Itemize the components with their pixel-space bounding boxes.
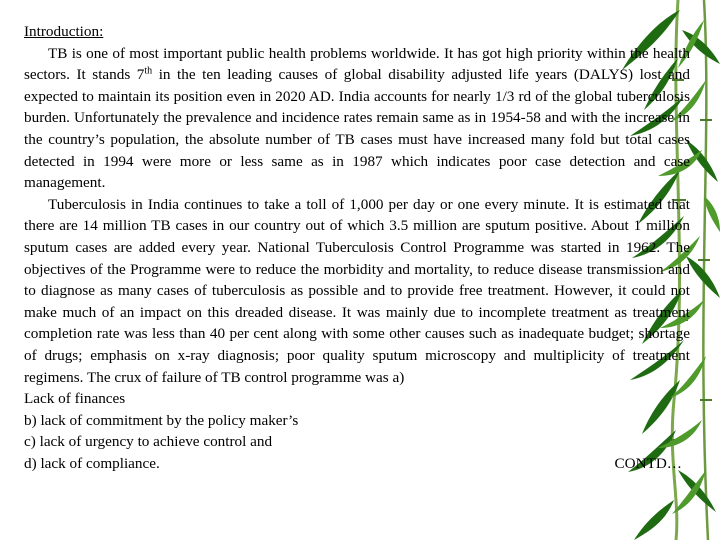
slide-body [24, 21, 690, 474]
list-item-a: Lack of finances [24, 390, 126, 408]
continued-label: CONTD… [614, 454, 682, 472]
paragraph-1-text-cont: in the ten leading causes of global disability adjusted life years (DALYS) lost and expected to maintain its position even in 2020 AD. India accounts for nearly 1/3 rd of the global tuberculosis burden. Unfortunately the prevalence and incidence rates remain same as in 1954-58 and with the increase in the country’s population, the absolute number of TB cases must have increased many fold but total cases detected in 1994 were more or less same as in 1987 which indicates poor case detection and case management. [24, 66, 690, 192]
list-item-b: b) lack of commitment by the policy maker’s [24, 411, 299, 429]
paragraph-2: Tuberculosis in India continues to take a toll of 1,000 per day or one every minute. It is estimated that there are 14 million TB cases in our country out of which 3.5 million are sputum positive. About 1 million sputum cases are added every year. National Tuberculosis Control Programme was started in 1962. The objectives of the Programme were to reduce the morbidity and mortality, to reduce disease transmission and to diagnose as many cases of tuberculosis as possible and to provide free treatment. However, it could not make much of an impact on this dreaded disease. It was mainly due to incomplete treatment as treatment completion rate was less than 40 per cent along with some other causes such as inadequate budget; shortage of drugs; emphasis on x-ray diagnosis; poor quality sputum microscopy and multiplicity of treatment regimens. The crux of failure of TB control programme was a) [24, 195, 690, 386]
list-item-d: d) lack of compliance. [24, 454, 160, 472]
ordinal-superscript: th [144, 65, 153, 77]
paragraph-1-text: TB is one of most important public health problems worldwide. It has got high priority within the health sectors. It stands 7 [24, 44, 690, 84]
paragraph-1 [24, 43, 690, 194]
last-row [24, 453, 690, 475]
heading: Introduction: [24, 23, 104, 40]
list-item-c: c) lack of urgency to achieve control and [24, 433, 273, 451]
